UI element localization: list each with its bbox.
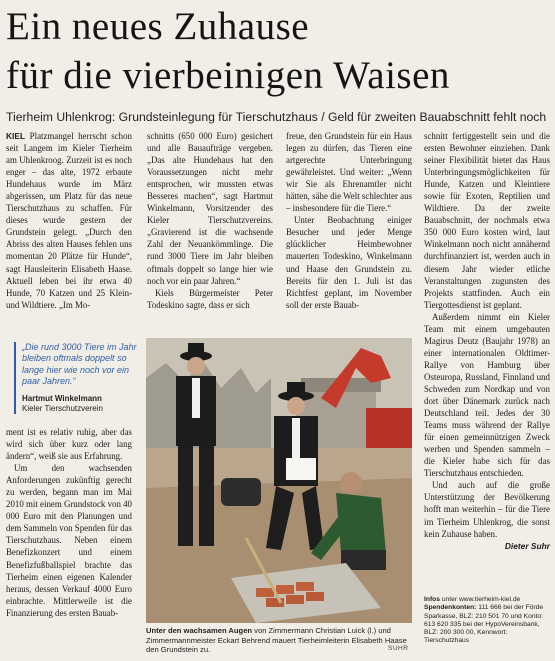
article-photo [146,338,412,623]
pull-quote-role: Kieler Tierschutzverein [22,403,103,413]
column-1-lower [6,426,132,619]
column-4-paragraph-2: Außerdem nimmt ein Kieler Team mit einem umgebauten Magirus Deutz (Baujahr 1978) an einer internationalen Oldtimer-Rallye von Hamburg über Osteuropa, Russland, Finnland und Schweden zum Nordkap und von dort über Dänemark zurück nach Deutschland teil. Jedes der 30 Teams muss während der Rallye für einen gemeinnützigen Zweck werben und Spenden sammeln – die Kieler habe sich für das Tierschutzhaus entschieden. [424,311,550,479]
info-box [424,596,552,646]
caption-text: von Zimmermann Christian Luick (l.) und Zimmermannmeister Eckart Behrend mauert Tierheimleiterin Elisabeth Haase den Grundstein zu. [146,626,407,655]
column-4 [424,130,550,552]
caption-lead: Unter den wachsamen Augen [146,626,253,635]
dateline: KIEL [6,131,26,141]
headline [6,2,551,100]
photo-credit: SUHR [388,645,409,652]
column-3 [286,130,412,311]
info-label: Infos [424,596,440,603]
column-4-paragraph-1: schnitt fertiggestellt sein und die ersten Bewohner einziehen. Dank seiner Flexibilität bietet das Haus Unterbringungsmöglichkeiten für Hunde, Katzen und Kleintiere sowie für Exoten, Reptilien und Wildtiere. Da der zweite Bauabschnitt, der nochmals etwa 350 000 Euro kosten wird, laut Winkelmann noch nicht annähernd durchfinanziert ist, werden auch in diesem Jahr wieder etliche Veranstaltungen zugunsten des Projekts stattfinden. Auch ein Tiergottesdienst ist geplant. [424,131,550,310]
column-1-paragraph-1: Platzmangel herrscht schon seit Langem im Kieler Tierheim am Uhlenkroog. Zurzeit ist es noch enger – das alte, 1972 erbaute Hundehaus wurde im März abgerissen, um Platz für das neue Tierschutzhaus zu schaffen. Für dieses wurde gestern der Grundstein gelegt. „Durch den Abriss des alten Hauses fehlen uns momentan 20 Plätze für Hunde“, sagt Hausleiterin Elisabeth Haase. Aktuell leben bei ihr etwa 40 Hunde, 70 Katzen und 25 Klein- und Wildtiere. „Im Mo- [6,131,132,310]
photo-caption [146,626,412,655]
headline-line-2: für die vierbeinigen Waisen [6,54,450,97]
column-2 [147,130,273,311]
photo-illustration [146,338,412,623]
info-text: unter www.tierheim-kiel.de [439,596,521,603]
column-3-paragraph-1: freue, den Grundstein für ein Haus legen zu dürfen, das Tieren eine artgerechte Unterbringung gewährleistet. Und weiter: „Wenn wir Sie als Ehrenamtler nicht hätten, sähe die Welt schlechter aus – insbesondere für die Tiere.“ [286,131,412,214]
column-1-lower-paragraph-1: ment ist es relativ ruhig, aber das wird sich über kurz oder lang ändern“, weiß sie aus Erfahrung. [6,427,132,462]
pull-quote-text: „Die rund 3000 Tiere im Jahr bleiben oftmals doppelt so lange hier wie noch vor ein paar Jahren.“ [22,342,137,387]
pull-quote [14,342,140,414]
column-2-paragraph-2: Kiels Bürgermeister Peter Todeskino sagte, dass er sich [147,287,273,310]
column-3-paragraph-2: Unter Beobachtung einiger Besucher und jeder Menge glücklicher Heimbewohner mauerten Todeskino, Winkelmann und Haase den Grundstein zu. Bereits für den 1. Juli ist das Richtfest geplant, im November soll der erste Bauab- [286,215,412,310]
pull-quote-name: Hartmut Winkelmann [22,393,102,403]
headline-line-1: Ein neues Zuhause [6,5,310,48]
column-1-lower-paragraph-2: Um den wachsenden Anforderungen zukünftig gerecht zu werden, begann man im Mai 2010 mit einem Grundstock von 40 000 Euro mit den Planungen und dem Sammeln von Spenden für das Tierschutzhaus. Neben einem Benefizkonzert und einem Benefizfußballspiel brachte das Tierheim einen eigenen Kalender heraus, dessen Verkauf 4000 Euro einbrachte. Mittlerweile ist die Finanzierung des ersten Bauab- [6,463,132,618]
subheadline: Tierheim Uhlenkrog: Grundsteinlegung für Tierschutzhaus / Geld für zweiten Bauabschnitt fehlt noch [6,110,547,124]
column-4-paragraph-3: Und auch auf die große Unterstützung der Bevölkerung hofft man weiterhin – für die Tiere im Tierheim Uhlenkrog, die sonst kein Zuhause haben. [424,480,550,539]
donation-text: 111 666 bei der Förde Sparkasse, BLZ: 210 501 70 und Konto: 613 620 335 bei der HypoVereinsbank, BLZ: 200 300 00, Kennwort: Tierschutzhaus [424,604,544,645]
column-1 [6,130,132,311]
donation-label: Spendenkonten: [424,604,477,612]
author-byline: Dieter Suhr [504,540,550,551]
column-2-paragraph-1: schnitts (650 000 Euro) gesichert und alle Bauaufträge vergeben. „Das alte Hundehaus hat den Voraussetzungen nicht mehr entsprochen, wir mussten etwas Besseres machen“, sagt Hartmut Winkelmann, Vorsitzender des Kieler Tierschutzvereins. „Gravierend ist die wachsende Zahl der Neuankömmlinge. Die rund 3000 Tiere im Jahr bleiben oftmals doppelt so lange hier wie noch vor ein paar Jahren.“ [147,131,273,286]
